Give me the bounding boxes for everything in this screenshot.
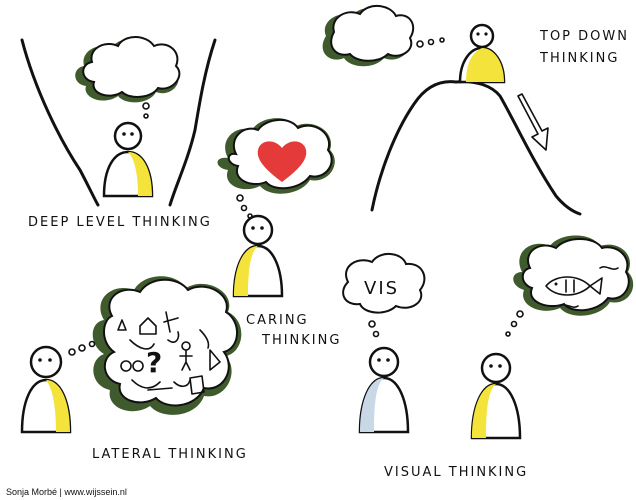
vis-bubble-text: VIS xyxy=(364,278,400,299)
label-deep-level: DEEP LEVEL THINKING xyxy=(28,215,212,230)
deep-level-scene xyxy=(22,37,215,230)
person-top xyxy=(460,25,504,82)
person-visual-right xyxy=(472,354,520,438)
person-lateral xyxy=(22,347,70,432)
mountain-outline xyxy=(372,82,580,214)
cloud-icon xyxy=(75,37,179,118)
credit-text: Sonja Morbé | www.wijssein.nl xyxy=(6,487,127,497)
label-lateral: LATERAL THINKING xyxy=(92,447,248,462)
arrow-down-icon xyxy=(518,94,548,150)
visual-scene xyxy=(343,236,633,481)
person-visual-left xyxy=(360,348,408,432)
label-visual: VISUAL THINKING xyxy=(384,465,529,480)
person-caring xyxy=(234,216,282,296)
label-caring-1: CARING xyxy=(246,313,309,328)
cloud-icon xyxy=(323,6,444,66)
label-top-down-1: TOP DOWN xyxy=(540,29,629,44)
label-caring-2: THINKING xyxy=(262,333,342,348)
label-top-down-2: THINKING xyxy=(540,51,620,66)
top-down-scene xyxy=(323,6,629,214)
question-mark-icon: ? xyxy=(146,346,163,379)
cloud-icon xyxy=(506,236,633,337)
person-deep xyxy=(104,123,152,196)
caring-scene xyxy=(218,118,342,348)
lateral-scene xyxy=(22,276,248,462)
